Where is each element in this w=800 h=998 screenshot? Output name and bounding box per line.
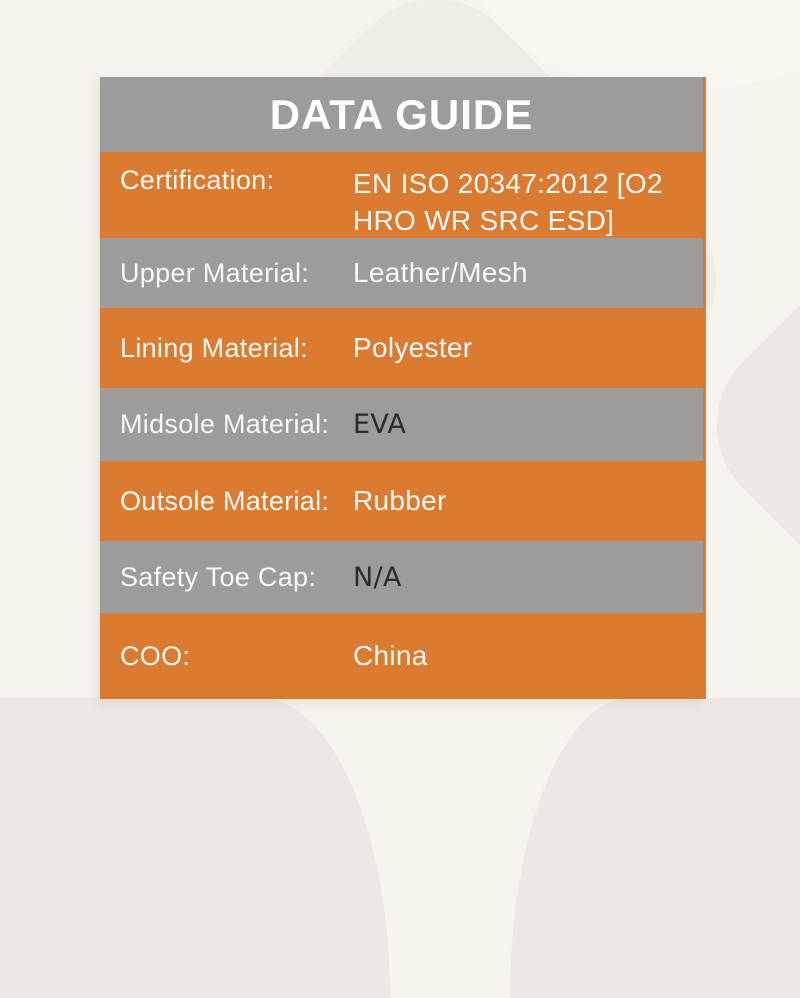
- table-row-safety-toe-cap: [100, 541, 703, 613]
- row-label: Safety Toe Cap:: [120, 561, 317, 592]
- row-label: Midsole Material:: [120, 409, 330, 439]
- row-value: Leather/Mesh: [353, 257, 528, 288]
- row-value: N/A: [353, 561, 402, 593]
- row-value: Polyester: [353, 332, 473, 363]
- table-row-certification: [100, 152, 703, 238]
- row-value: EVA: [353, 409, 407, 440]
- row-label: Outsole Material:: [120, 485, 330, 516]
- table-header: [100, 77, 703, 152]
- row-label: Upper Material:: [120, 257, 310, 288]
- row-value-line-2: HRO WR SRC ESD]: [353, 205, 615, 236]
- table-row-midsole-material: [100, 388, 703, 461]
- row-label: Certification:: [120, 165, 275, 195]
- row-label: Lining Material:: [120, 332, 308, 363]
- row-value: Rubber: [353, 485, 447, 516]
- background-corner-bottom-right: [510, 698, 800, 998]
- data-guide-table: [100, 77, 706, 699]
- table-row-outsole-material: [100, 461, 703, 541]
- table-row-coo: [100, 613, 703, 699]
- table-row-upper-material: [100, 238, 703, 308]
- background-corner-bottom-left: [0, 698, 390, 998]
- table-row-lining-material: [100, 308, 703, 388]
- row-value-line-1: EN ISO 20347:2012 [O2: [353, 168, 663, 199]
- table-title: DATA GUIDE: [269, 90, 534, 138]
- row-value: China: [353, 640, 428, 671]
- row-label: COO:: [120, 640, 191, 671]
- row-value: [353, 152, 703, 238]
